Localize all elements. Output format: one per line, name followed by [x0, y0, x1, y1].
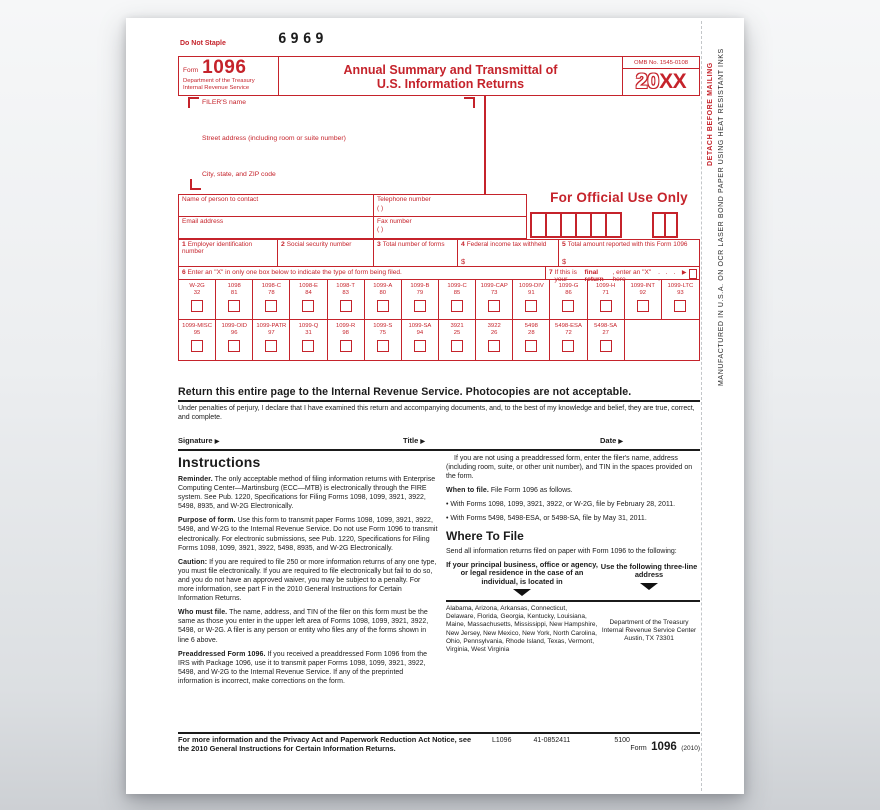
box-number: 2	[281, 241, 285, 248]
caution-paragraph: Caution: If you are required to file 250 or more information returns of any one type, you must file electronically. If you are required to file electronically but fail to do so, and you do not have an approved waiver, you may be subject to a penalty. For more information, see part F in the 2010 General Instructions for Certain Information Returns.	[178, 558, 437, 603]
box-number: 5	[562, 241, 566, 248]
official-use-box	[562, 214, 577, 236]
official-use-box	[666, 214, 676, 236]
form-number-block	[179, 57, 279, 95]
right-arrow-icon: ▶	[214, 439, 220, 445]
where-to-file-intro: Send all information returns filed on paper with Form 1096 to the following:	[446, 547, 677, 555]
address-corner-mark-top-left	[188, 97, 199, 108]
form-type-cell-1098t: 1098-T 83	[328, 280, 365, 319]
telephone-cell[interactable]	[374, 195, 526, 216]
form-type-row-1	[179, 280, 699, 320]
form-type-cell-1099g: 1099-G 86	[550, 280, 587, 319]
where-to-file-table	[446, 561, 700, 655]
box-number: 1	[182, 241, 186, 248]
dot-leaders: . . . .	[658, 269, 678, 283]
form-type-checkbox[interactable]	[265, 300, 277, 312]
form-type-checkbox[interactable]	[302, 300, 314, 312]
manufactured-label: MANUFACTURED IN U.S.A. ON OCR LASER BOND PAPER USING HEAT RESISTANT INKS	[718, 48, 725, 386]
where-table-rule	[446, 600, 700, 602]
preaddressed-paragraph: Preaddressed Form 1096. If you received a preaddressed Form 1096 from the IRS with Package 1096, use it to transmit paper Forms 1098, 1099, 3921, 3922, 5498, and W-2G to the Internal Revenue Service. If any of the preprinted information is incorrect, make corrections on the form.	[178, 650, 427, 685]
form-type-checkbox[interactable]	[637, 300, 649, 312]
year-xx: XX	[659, 70, 687, 93]
contact-table	[178, 194, 527, 239]
box-number: 4	[461, 241, 465, 248]
form-type-checkbox[interactable]	[228, 300, 240, 312]
form-1096-page	[126, 18, 744, 794]
form-type-cell-1099sa: 1099-SA 94	[402, 320, 439, 360]
form-type-checkbox[interactable]	[228, 340, 240, 352]
form-type-checkbox[interactable]	[674, 300, 686, 312]
line-7-text-post: , enter an "X" here	[612, 269, 652, 283]
line-6-text: Enter an "X" in only one box below to indicate the type of form being filed.	[187, 269, 402, 276]
form-type-checkbox[interactable]	[191, 300, 203, 312]
form-type-cell-3921: 3921 25	[439, 320, 476, 360]
box-label: Total amount reported with this Form 1096	[567, 241, 688, 248]
official-use-box	[577, 214, 592, 236]
dollar-sign: $	[562, 256, 567, 266]
final-return-checkbox[interactable]	[689, 269, 697, 279]
where-table-right-header: Use the following three-line address	[598, 561, 700, 597]
form-type-cell-1098c: 1098-C 78	[253, 280, 290, 319]
dollar-sign: $	[461, 256, 466, 266]
title-label: Title ▶	[403, 436, 426, 445]
who-must-file-paragraph: Who must file. The name, address, and TIN of the filer on this form must be the same as those you enter in the upper left area of Forms 1098, 1099, 3921, 3922, 5498, or W-2G. A filer is any person or entity who files any of the forms shown in line 6 above.	[178, 609, 429, 644]
line-7-final-return: final return	[584, 269, 604, 283]
fax-label: Fax number	[377, 217, 412, 225]
perjury-statement: Under penalties of perjury, I declare that I have examined this return and accompanying documents, and, to the best of my knowledge and belief, they are true, correct, and complete.	[178, 405, 695, 421]
form-type-cell-1099cap: 1099-CAP 73	[476, 280, 513, 319]
instructions-section	[178, 454, 700, 691]
form-type-checkbox[interactable]	[488, 340, 500, 352]
date-label: Date ▶	[600, 436, 623, 445]
divider-rule	[178, 449, 700, 451]
form-type-checkbox[interactable]	[525, 300, 537, 312]
form-type-cell-5498esa: 5498-ESA 72	[550, 320, 587, 360]
line-7-text-pre: If this is your	[554, 269, 577, 283]
form-type-row-2	[179, 320, 699, 360]
form-type-cell-5498sa: 5498-SA 27	[588, 320, 625, 360]
form-type-checkbox[interactable]	[562, 340, 574, 352]
perforation-dashed-line	[701, 21, 702, 791]
form-type-cell-1099patr: 1099-PATR 97	[253, 320, 290, 360]
form-title-line1: Annual Summary and Transmittal of	[343, 63, 558, 77]
where-table-left-header: If your principal business, office or agency, or legal residence in the case of an individual, is located in	[446, 561, 598, 597]
purpose-paragraph: Purpose of form. Use this form to transmit paper Forms 1098, 1099, 3921, 3922, 5498, and W-2G to the Internal Revenue Service. Do not use Form 1096 to transmit electronically. For electronic submissions, see Pub. 1220, Specifications for Filing Forms 1098, 1099, 3921, 3922, 5498, 8935, and W-2G Electronically.	[178, 517, 438, 552]
line-6-7-row	[178, 267, 700, 283]
form-number: 1096	[202, 57, 247, 78]
form-type-checkbox[interactable]	[377, 300, 389, 312]
footer-form-signature: Form 1096 (2010)	[630, 741, 700, 753]
fax-value: ( )	[377, 226, 384, 233]
title-field[interactable]	[438, 432, 588, 446]
box-2-ssn[interactable]	[278, 240, 374, 266]
footer-code-5100: 5100	[614, 737, 630, 744]
city-state-zip-label: City, state, and ZIP code	[202, 171, 276, 178]
form-type-cell-1099misc: 1099-MISC 95	[179, 320, 216, 360]
do-not-staple-label: Do Not Staple	[180, 40, 226, 47]
filer-name-label: FILER'S name	[202, 99, 246, 106]
form-body	[178, 18, 700, 794]
form-type-grid	[178, 280, 700, 361]
ocr-scanline-number: 6969	[278, 31, 328, 47]
official-use-box	[592, 214, 607, 236]
official-use-box	[654, 214, 666, 236]
official-use-box	[607, 214, 620, 236]
preaddressed-note-paragraph: If you are not using a preaddressed form, enter the filer's name, address (including room, suite, or other unit number), and TIN in the spaces provided on the form.	[446, 455, 693, 481]
form-type-cell-1099c: 1099-C 85	[439, 280, 476, 319]
form-type-cell-1099b: 1099-B 79	[402, 280, 439, 319]
official-use-boxes-right	[652, 212, 678, 238]
form-title	[279, 57, 622, 95]
form-type-cell-1099a: 1099-A 80	[365, 280, 402, 319]
form-type-cell-1099int: 1099-INT 92	[625, 280, 662, 319]
instructions-heading: Instructions	[178, 454, 261, 470]
filer-area-divider	[484, 96, 486, 194]
agency-line2: Internal Revenue Service	[183, 84, 250, 91]
footer-rule	[178, 732, 700, 734]
form-type-checkbox[interactable]	[265, 340, 277, 352]
summary-boxes-row	[178, 239, 700, 267]
form-type-cell-empty	[625, 320, 699, 360]
form-type-cell-1099ltc: 1099-LTC 93	[662, 280, 699, 319]
signature-label: Signature ▶	[178, 436, 220, 445]
official-use-box	[547, 214, 562, 236]
form-type-cell-1099r: 1099-R 98	[328, 320, 365, 360]
privacy-act-notice: For more information and the Privacy Act and Paperwork Reduction Act Notice, see the 2010 General Instructions for Certain Information Returns.	[178, 735, 472, 753]
fax-cell[interactable]	[374, 217, 526, 239]
form-type-cell-1099q: 1099-Q 31	[290, 320, 327, 360]
form-type-cell-5498: 5498 28	[513, 320, 550, 360]
when-to-file-paragraph: When to file. File Form 1096 as follows.	[446, 487, 573, 495]
box-5-total-amount[interactable]	[559, 240, 699, 266]
divider-rule	[178, 400, 700, 402]
agency-line1: Department of the Treasury	[183, 78, 255, 84]
form-word: Form	[183, 67, 199, 74]
bullet-feb: • With Forms 1098, 1099, 3921, 3922, or W-2G, file by February 28, 2011.	[446, 501, 676, 509]
official-use-boxes-left	[530, 212, 622, 238]
telephone-label: Telephone number	[377, 196, 431, 203]
box-label: Total number of forms	[382, 241, 445, 248]
right-arrow-icon: ▶	[420, 439, 426, 445]
where-table-address: Department of the Treasury Internal Revenue Service Center Austin, TX 73301	[601, 618, 697, 643]
date-field[interactable]	[633, 432, 700, 446]
address-corner-mark-top-right	[464, 97, 475, 108]
telephone-value: ( )	[377, 204, 384, 212]
down-arrow-icon	[513, 589, 531, 596]
right-arrow-icon: ▶	[681, 270, 687, 276]
line-7	[546, 267, 699, 283]
city-state-zip-field[interactable]	[202, 182, 462, 192]
form-type-checkbox[interactable]	[340, 340, 352, 352]
form-type-checkbox[interactable]	[340, 300, 352, 312]
contact-name-cell[interactable]	[179, 195, 374, 216]
footer-row	[178, 736, 700, 755]
year-prefix: 20	[635, 70, 660, 93]
reminder-paragraph: Reminder. The only acceptable method of filing information returns with Enterprise Computing Center—Martinsburg (ECC—MTB) is electronically through the FIRE system. See Pub. 1220, Specifications for Filing Forms 1098, 1099, 3921, 3922, 5498, 8935, and W-2G Electronically.	[178, 476, 436, 511]
street-address-field[interactable]	[202, 146, 462, 168]
form-type-cell-1098e: 1098-E 84	[290, 280, 327, 319]
footer-code-l1096: L1096	[492, 737, 512, 744]
filer-name-field[interactable]	[202, 110, 462, 132]
official-use-box	[532, 214, 547, 236]
where-table-states: Alabama, Arizona, Arkansas, Connecticut, Delaware, Florida, Georgia, Kentucky, Louisiana, Maine, Massachusetts, Mississippi, New Hampshire, New Jersey, New Mexico, New York, North Carolina, Ohio, Pennsylvania, Rhode Island, Texas, Vermont, Virginia, West Virginia	[446, 604, 598, 653]
box-number: 3	[377, 241, 381, 248]
where-to-file-heading: Where To File	[446, 528, 524, 543]
instructions-left-column	[178, 454, 438, 691]
omb-number: OMB No. 1545-0108	[623, 57, 699, 69]
down-arrow-icon	[640, 583, 658, 590]
form-type-checkbox[interactable]	[377, 340, 389, 352]
contact-name-label: Name of person to contact	[182, 196, 259, 203]
line-number: 7	[549, 269, 553, 276]
right-arrow-icon: ▶	[618, 439, 623, 445]
form-type-checkbox[interactable]	[414, 300, 426, 312]
form-type-checkbox[interactable]	[600, 340, 612, 352]
detach-before-mailing-label: DETACH BEFORE MAILING	[707, 62, 714, 166]
form-type-cell-1099h: 1099-H 71	[588, 280, 625, 319]
email-label: Email address	[182, 217, 224, 225]
line-number: 6	[182, 269, 186, 276]
form-type-cell-1098: 1098 81	[216, 280, 253, 319]
return-notice: Return this entire page to the Internal Revenue Service. Photocopies are not acceptable.	[178, 386, 632, 398]
box-1-ein[interactable]	[179, 240, 278, 266]
box-label: Federal income tax withheld	[466, 241, 547, 248]
form-type-cell-3922: 3922 26	[476, 320, 513, 360]
form-type-checkbox[interactable]	[488, 300, 500, 312]
form-type-checkbox[interactable]	[562, 300, 574, 312]
box-label: Employer identification number	[182, 241, 253, 256]
instructions-right-column	[446, 454, 700, 691]
street-address-label: Street address (including room or suite number)	[202, 135, 346, 142]
form-type-checkbox[interactable]	[302, 340, 314, 352]
form-type-checkbox[interactable]	[414, 340, 426, 352]
bullet-icon: •	[446, 515, 449, 523]
form-title-line2: U.S. Information Returns	[376, 77, 525, 91]
email-cell[interactable]	[179, 217, 374, 239]
form-type-checkbox[interactable]	[451, 340, 463, 352]
signature-field[interactable]	[238, 432, 398, 446]
footer-code-part: 41-0852411	[533, 737, 571, 744]
form-type-cell-1099s: 1099-S 75	[365, 320, 402, 360]
form-type-checkbox[interactable]	[191, 340, 203, 352]
form-type-checkbox[interactable]	[525, 340, 537, 352]
omb-year-block	[622, 57, 699, 95]
form-type-checkbox[interactable]	[451, 300, 463, 312]
official-use-label: For Official Use Only	[550, 190, 688, 205]
form-header	[178, 56, 700, 96]
line-6	[179, 267, 546, 279]
box-4-tax-withheld[interactable]	[458, 240, 559, 266]
bullet-icon: •	[446, 501, 449, 509]
form-type-cell-1099div: 1099-DIV 91	[513, 280, 550, 319]
box-label: Social security number	[286, 241, 352, 248]
form-type-checkbox[interactable]	[600, 300, 612, 312]
form-type-cell-1099oid: 1099-OID 96	[216, 320, 253, 360]
tax-year	[623, 69, 699, 95]
bullet-may: • With Forms 5498, 5498-ESA, or 5498-SA, file by May 31, 2011.	[446, 515, 647, 523]
address-corner-mark-bottom-left	[190, 179, 201, 190]
form-type-cell-w2g: W-2G 32	[179, 280, 216, 319]
box-3-total-forms[interactable]	[374, 240, 458, 266]
